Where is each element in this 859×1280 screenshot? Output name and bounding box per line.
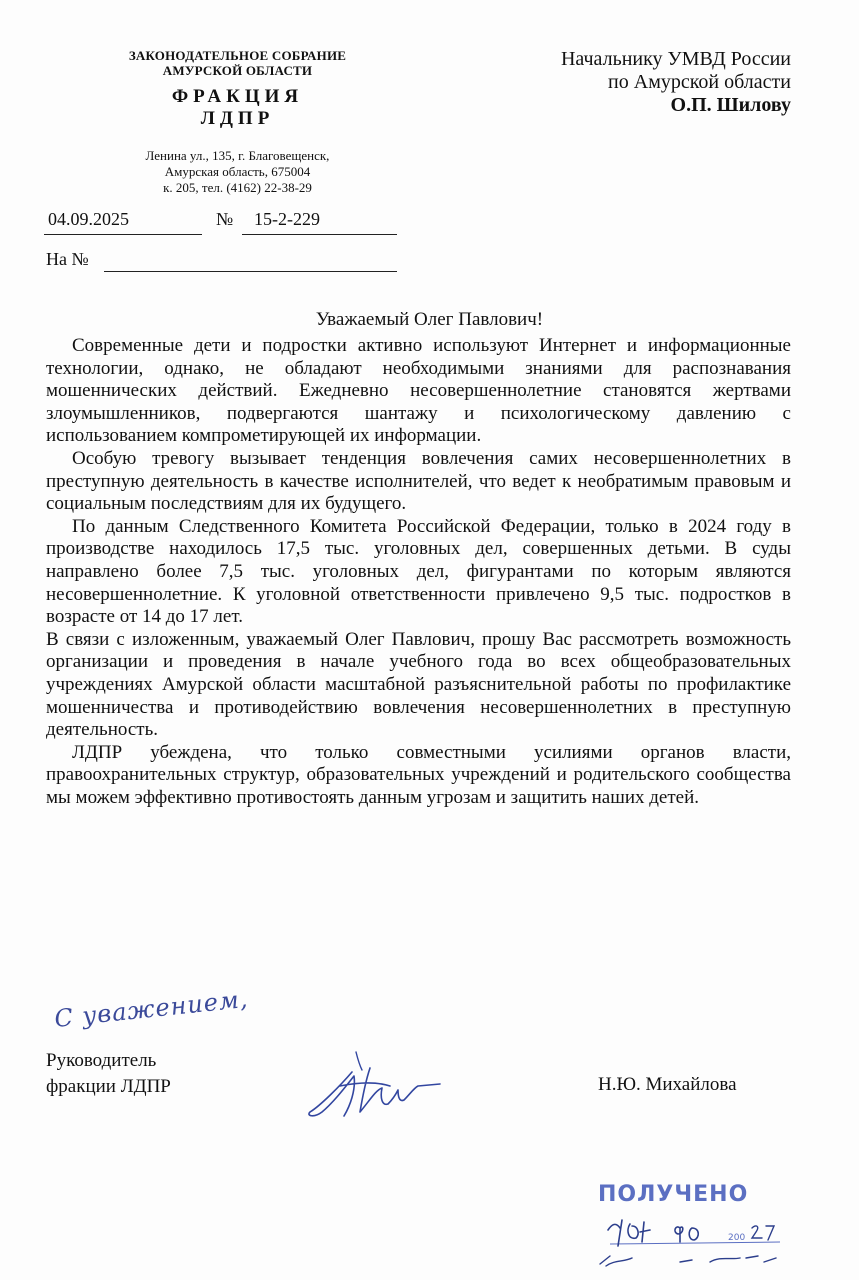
org-name-line2: АМУРСКОЙ ОБЛАСТИ	[162, 63, 313, 78]
faction-title-line2: ЛДПР	[200, 108, 275, 129]
received-stamp	[580, 1180, 810, 1280]
paragraph-2: Особую тревогу вызывает тенденция вовлечения самих несовершеннолетних в преступную деятельность в качестве исполнителей, что ведет к необратимым правовым и социальным последствиям для их будущего.	[46, 447, 791, 515]
letter-date: 04.09.2025	[44, 209, 202, 235]
signer-role	[46, 1048, 171, 1100]
stamp-handwriting	[580, 1200, 810, 1280]
sender-header	[60, 48, 415, 196]
letter-number: 15-2-229	[242, 209, 397, 235]
paragraph-1: Современные дети и подростки активно используют Интернет и информационные технологии, однако, не обладают необходимыми знаниями для распознавания мошеннических действий. Ежедневно несовершеннолетние становятся жертвами злоумышленников, подвергаются шантажу и психологическому давлению с использованием компрометирующей их информации.	[46, 335, 791, 447]
signer-name: Н.Ю. Михайлова	[598, 1074, 737, 1095]
stamp-title: ПОЛУЧЕНО	[598, 1182, 749, 1207]
greeting: Уважаемый Олег Павлович!	[315, 309, 544, 330]
address-line3: к. 205, тел. (4162) 22-38-29	[163, 180, 312, 195]
number-sign: №	[216, 209, 234, 229]
sender-address	[60, 148, 415, 196]
paragraph-5: ЛДПР убеждена, что только совместными усилиями органов власти, правоохранительных структур, образовательных учреждений и родительского сообщества мы можем эффективно противостоять данным угрозам и защитить наших детей.	[46, 741, 791, 808]
reference-blank-line	[104, 271, 397, 272]
faction-title-line1: ФРАКЦИЯ	[171, 86, 304, 107]
role-line2: фракции ЛДПР	[46, 1076, 171, 1097]
handwritten-signature	[300, 1046, 450, 1126]
address-line1: Ленина ул., 135, г. Благовещенск,	[145, 148, 330, 163]
recipient-block	[561, 48, 791, 117]
handwritten-closing: С уважением,	[53, 984, 250, 1033]
svg-text:200: 200	[728, 1233, 746, 1243]
recipient-line1: Начальнику УМВД России	[560, 48, 791, 70]
recipient-name: О.П. Шилову	[670, 94, 791, 116]
paragraph-3: По данным Следственного Комитета Российской Федерации, только в 2024 году в производстве находилось 17,5 тыс. уголовных дел, совершенных детьми. В суды направлено более 7,5 тыс. уголовных дел, фигурантами по которым являются несовершеннолетние. К уголовной ответственности привлечено 9,5 тыс. подростков в возрасте от 14 до 17 лет.	[46, 515, 791, 628]
recipient-line2: по Амурской области	[608, 71, 791, 93]
letter-body	[46, 335, 791, 809]
paragraph-4: В связи с изложенным, уважаемый Олег Павлович, прошу Вас рассмотреть возможность организации и проведения в начале учебного года во всех общеобразовательных учреждениях Амурской области масштабной разъяснительной работы по профилактике мошенничества и противодействию вовлечения несовершеннолетних в преступную деятельность.	[46, 628, 791, 741]
role-line1: Руководитель	[46, 1050, 157, 1071]
address-line2: Амурская область, 675004	[164, 164, 311, 179]
reference-label: На №	[46, 249, 89, 269]
org-name-line1: ЗАКОНОДАТЕЛЬНОЕ СОБРАНИЕ	[128, 48, 347, 63]
